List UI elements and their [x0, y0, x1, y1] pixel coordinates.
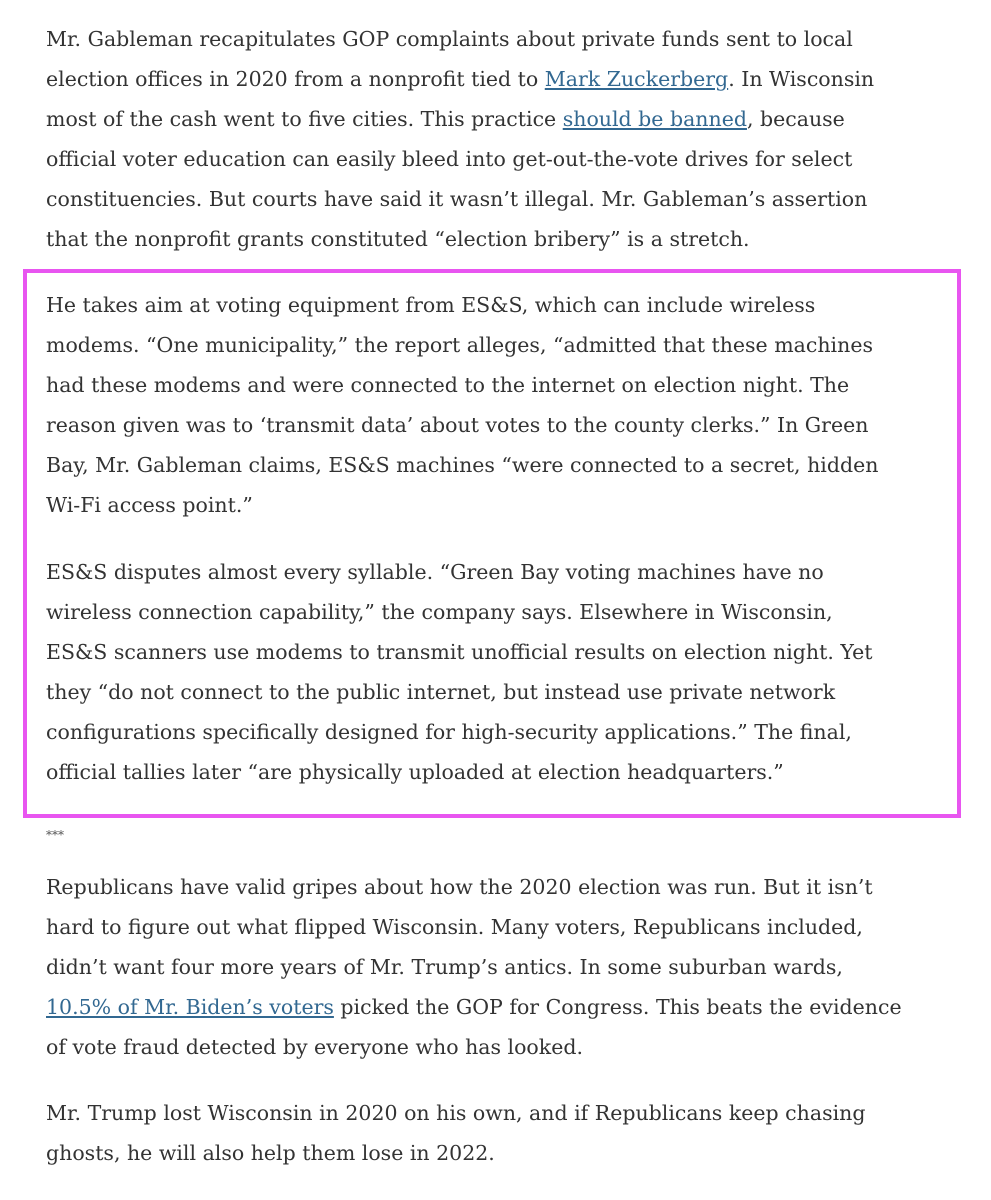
text-line: Mr. Trump lost Wisconsin in 2020 on his own, and if Republicans keep chasing: [46, 1101, 866, 1125]
text-line: ghosts, he will also help them lose in 2022.: [46, 1141, 495, 1165]
text-fragment: picked the GOP for Congress. This beats the evidence: [333, 995, 902, 1019]
paragraph-conclusion: [46, 1093, 865, 1173]
text-fragment: election offices in 2020 from a nonprofit tied to: [46, 67, 545, 91]
text-fragment: . In Wisconsin: [728, 67, 875, 91]
text-line: Republicans have valid gripes about how the 2020 election was run. But it isn’t: [46, 875, 873, 899]
text-line: official voter education can easily bleed into get-out-the-vote drives for select: [46, 147, 853, 171]
text-line: Bay, Mr. Gableman claims, ES&S machines “were connected to a secret, hidden: [46, 453, 879, 477]
paragraph-ess-equipment: [46, 285, 878, 525]
text-line: modems. “One municipality,” the report alleges, “admitted that these machines: [46, 333, 873, 357]
text-line: of vote fraud detected by everyone who has looked.: [46, 1035, 583, 1059]
text-line: they “do not connect to the public internet, but instead use private network: [46, 680, 836, 704]
section-divider: ***: [46, 828, 64, 842]
text-line: hard to figure out what flipped Wisconsin. Many voters, Republicans included,: [46, 915, 863, 939]
text-fragment: , because: [746, 107, 845, 131]
text-fragment: most of the cash went to five cities. This practice: [46, 107, 563, 131]
text-line: Wi-Fi access point.”: [46, 493, 253, 517]
text-line: Mr. Gableman recapitulates GOP complaints about private funds sent to local: [46, 27, 853, 51]
text-line: official tallies later “are physically uploaded at election headquarters.”: [46, 760, 784, 784]
text-line: He takes aim at voting equipment from ES&S, which can include wireless: [46, 293, 816, 317]
text-line: constituencies. But courts have said it wasn’t illegal. Mr. Gableman’s assertion: [46, 187, 868, 211]
inline-link[interactable]: 10.5% of Mr. Biden’s voters: [46, 995, 334, 1019]
text-line: that the nonprofit grants constituted “election bribery” is a stretch.: [46, 227, 750, 251]
text-line: ES&S disputes almost every syllable. “Green Bay voting machines have no: [46, 560, 824, 584]
text-line: reason given was to ‘transmit data’ about votes to the county clerks.” In Green: [46, 413, 869, 437]
text-line: ES&S scanners use modems to transmit unofficial results on election night. Yet: [46, 640, 873, 664]
paragraph-republican-gripes: [46, 867, 902, 1067]
text-line: had these modems and were connected to the internet on election night. The: [46, 373, 850, 397]
text-line: configurations specifically designed for high-security applications.” The final,: [46, 720, 852, 744]
inline-link[interactable]: should be banned: [562, 107, 747, 131]
text-line: wireless connection capability,” the company says. Elsewhere in Wisconsin,: [46, 600, 833, 624]
text-line: [46, 99, 874, 139]
inline-link[interactable]: Mark Zuckerberg: [544, 67, 729, 91]
paragraph-zuckerberg-funds: [46, 19, 874, 259]
paragraph-ess-disputes: [46, 552, 873, 792]
text-line: [46, 987, 902, 1027]
text-line: didn’t want four more years of Mr. Trump’s antics. In some suburban wards,: [46, 955, 843, 979]
text-line: [46, 59, 874, 99]
